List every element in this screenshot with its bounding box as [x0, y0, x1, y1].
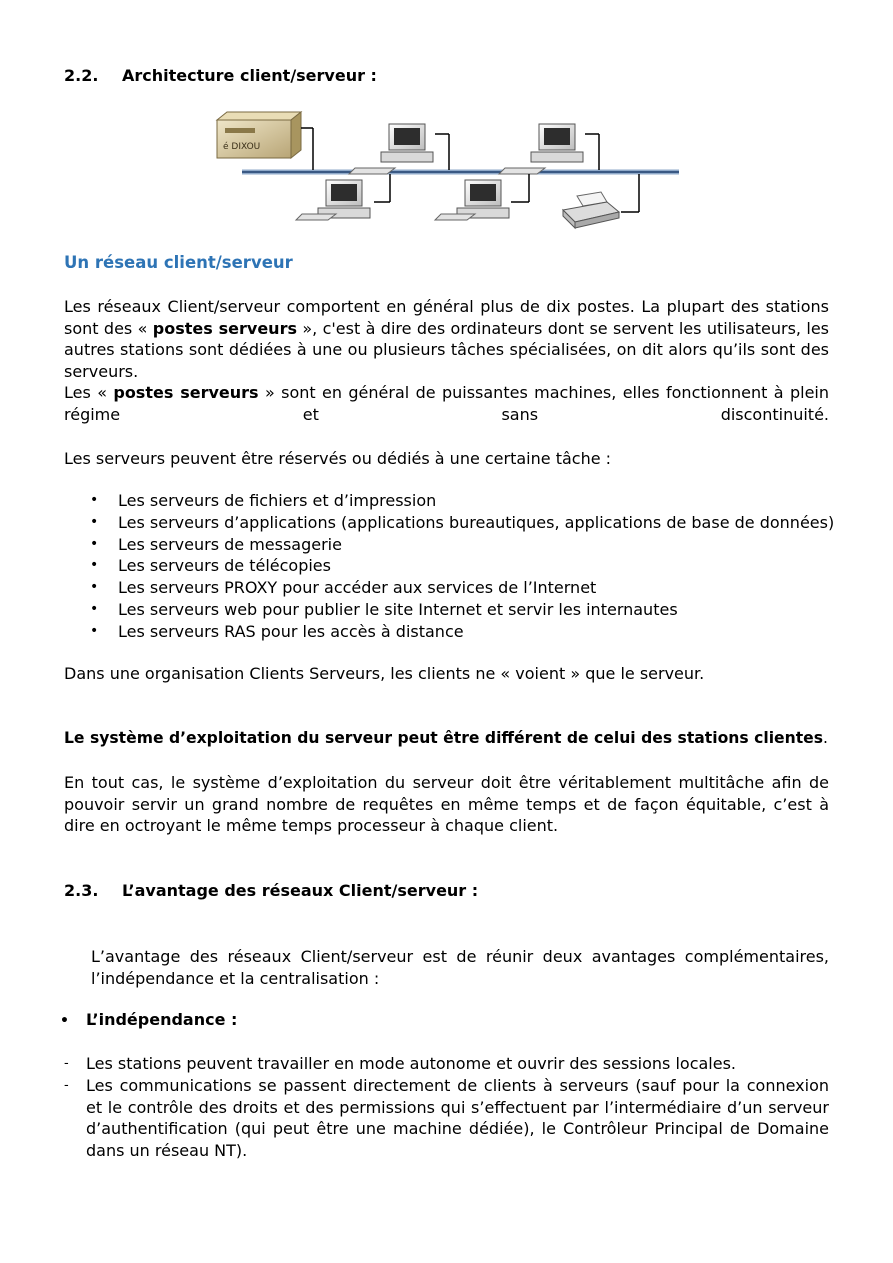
paragraph-clients: Dans une organisation Clients Serveurs, les clients ne « voient » que le serveur. — [64, 664, 705, 683]
workstation-icon — [296, 174, 390, 220]
server-machine-icon — [217, 112, 313, 170]
workstation-icon — [435, 174, 529, 220]
list-item: • Les serveurs de télécopies — [118, 555, 838, 577]
network-diagram — [205, 108, 695, 232]
server-types-list — [118, 490, 838, 643]
para2-word: régime — [64, 404, 121, 424]
paragraph-dedicated: Les serveurs peuvent être réservés ou dédiés à une certaine tâche : — [64, 449, 612, 468]
independence-list — [86, 1053, 829, 1162]
section-heading-2-3 — [64, 881, 478, 900]
paragraph-advantage: L’avantage des réseaux Client/serveur est de réunir deux avantages complémentaires, l’indépendance et la centralisation : — [91, 947, 829, 988]
para1-bold: postes serveurs — [152, 318, 297, 338]
para2-line-1 — [64, 382, 829, 404]
section-number: 2.3. — [64, 881, 99, 900]
independence-heading — [60, 1010, 237, 1029]
workstation-icon — [349, 124, 449, 174]
section-title: L’avantage des réseaux Client/serveur : — [122, 881, 479, 900]
para2-bold: postes serveurs — [113, 383, 259, 402]
workstation-icon — [499, 124, 599, 174]
server-label: é DIXOU — [223, 142, 261, 152]
para2-word: sans — [501, 404, 539, 424]
section-number: 2.2. — [64, 66, 99, 85]
paragraph-intro — [64, 296, 829, 382]
para1-text: Les réseaux Client/serveur comportent en général plus de dix postes. La plupart des stations sont des « — [64, 297, 829, 338]
bullet-icon: • — [60, 1013, 69, 1029]
section-heading-2-2 — [64, 66, 377, 85]
list-item: • Les serveurs d’applications (applications bureautiques, applications de base de données) — [118, 512, 838, 534]
paragraph-os — [64, 728, 844, 750]
para1-text-2: », c'est à dire des ordinateurs dont se servent les utilisateurs, les autres stations sont dédiées à une ou plusieurs tâches spécialisées, on dit alors qu’ils sont des serveurs. — [64, 318, 829, 381]
independence-title: L’indépendance : — [86, 1010, 238, 1029]
subheading: Un réseau client/serveur — [64, 253, 293, 272]
para5-tail: . — [823, 729, 829, 747]
para2-word: discontinuité. — [720, 404, 829, 424]
para2-text-2: » sont en général de puissantes machines, elles fonctionnent à plein — [258, 383, 830, 402]
para5-bold: Le système d’exploitation du serveur peut être différent de celui des stations clientes — [64, 729, 824, 747]
list-item: • Les serveurs RAS pour les accès à distance — [118, 621, 838, 643]
list-item: - Les stations peuvent travailler en mode autonome et ouvrir des sessions locales. — [86, 1053, 829, 1075]
section-title: Architecture client/serveur : — [122, 66, 377, 85]
paragraph-multitask: En tout cas, le système d’exploitation du serveur doit être véritablement multitâche afin de pouvoir servir un grand nombre de requêtes en même temps et de façon équitable, c’est à dire en octroyant le même temps processeur à chaque client. — [64, 773, 829, 835]
list-item: • Les serveurs web pour publier le site Internet et servir les internautes — [118, 599, 838, 621]
printer-icon — [563, 174, 639, 228]
list-item: • Les serveurs de messagerie — [118, 534, 838, 556]
list-item: • Les serveurs PROXY pour accéder aux services de l’Internet — [118, 577, 838, 599]
para2-text: Les « — [64, 383, 114, 402]
paragraph-servers — [64, 382, 829, 425]
para2-word: et — [302, 404, 319, 424]
list-item: - Les communications se passent directement de clients à serveurs (sauf pour la connexion et le contrôle des droits et des permissions qui s’effectuent par l’intermédiaire d’un serveur d’authentification (qui peut être une machine dédiée), le Contrôleur Principal de Domaine dans un réseau NT). — [86, 1075, 829, 1162]
list-item: • Les serveurs de fichiers et d’impression — [118, 490, 838, 512]
para2-line-2 — [64, 404, 829, 426]
